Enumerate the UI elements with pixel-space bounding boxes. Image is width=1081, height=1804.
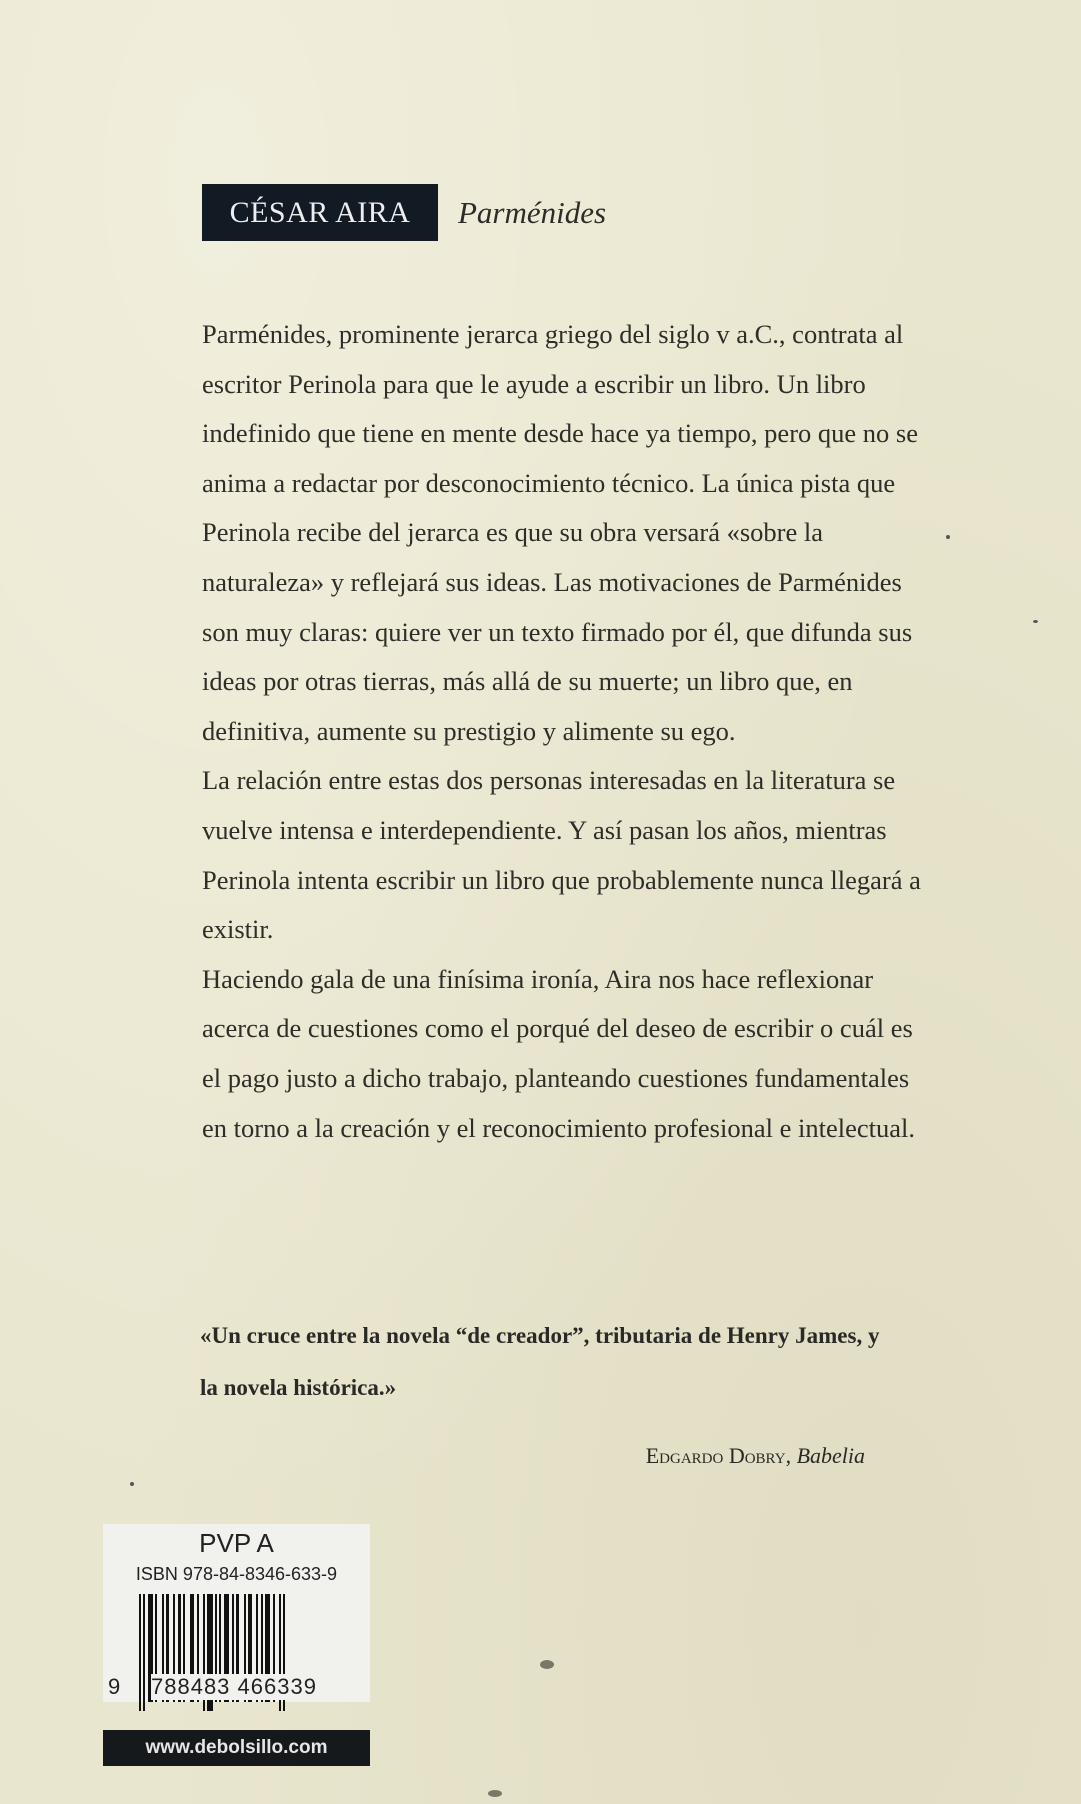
price-isbn-sticker (103, 1524, 370, 1702)
paper-speck (540, 1660, 554, 1669)
book-title: Parménides (458, 194, 607, 230)
paper-speck (1033, 620, 1038, 623)
price-code: PVP A (199, 1528, 274, 1558)
author-name: CÉSAR AIRA (202, 184, 438, 241)
isbn-number: ISBN 978-84-8346-633-9 (135, 1564, 338, 1584)
quote-author: Edgardo Dobry (645, 1443, 786, 1468)
title-row (202, 184, 606, 241)
synopsis-paragraph: Parménides, prominente jerarca griego del siglo v a.C., contrata al escritor Perinola para que le ayude a escribir un libro. Un libro indefinido que tiene en mente desde hace ya tiempo, pero que no se anima a redactar por desconocimiento técnico. La única pista que Perinola recibe del jerarca es que su obra versará «sobre la naturaleza» y reflejará sus ideas. Las motivaciones de Parménides son muy claras: quiere ver un texto firmado por él, que difunda sus ideas por otras tierras, más allá de su muerte; un libro que, en definitiva, aumente su prestigio y alimente su ego. (202, 319, 918, 746)
publisher-url: www.debolsillo.com (103, 1730, 370, 1766)
paper-speck (946, 535, 950, 539)
quote-attribution (646, 1443, 865, 1469)
synopsis-paragraph: La relación entre estas dos personas interesadas en la literatura se vuelve intensa e interdependiente. Y así pasan los años, mientras Perinola intenta escribir un libro que probablemente nunca llegará a existir. (202, 765, 921, 945)
quote-source: Babelia (796, 1443, 865, 1468)
synopsis (202, 310, 922, 1153)
barcode-digits-text: 788483 466339 (151, 1674, 317, 1699)
review-quote: «Un cruce entre la novela “de creador”, tributaria de Henry James, y la novela histórica.» (200, 1323, 880, 1400)
attribution-separator: , (785, 1443, 797, 1468)
synopsis-paragraph: Haciendo gala de una finísima ironía, Aira nos hace reflexionar acerca de cuestiones como el porqué del deseo de escribir o cuál es el pago justo a dicho trabajo, planteando cuestiones fundamentales en torno a la creación y el reconocimiento profesional e intelectual. (202, 963, 915, 1143)
paper-speck (488, 1790, 502, 1797)
paper-speck (130, 1482, 134, 1486)
barcode-first-digit: 9 (108, 1674, 122, 1699)
